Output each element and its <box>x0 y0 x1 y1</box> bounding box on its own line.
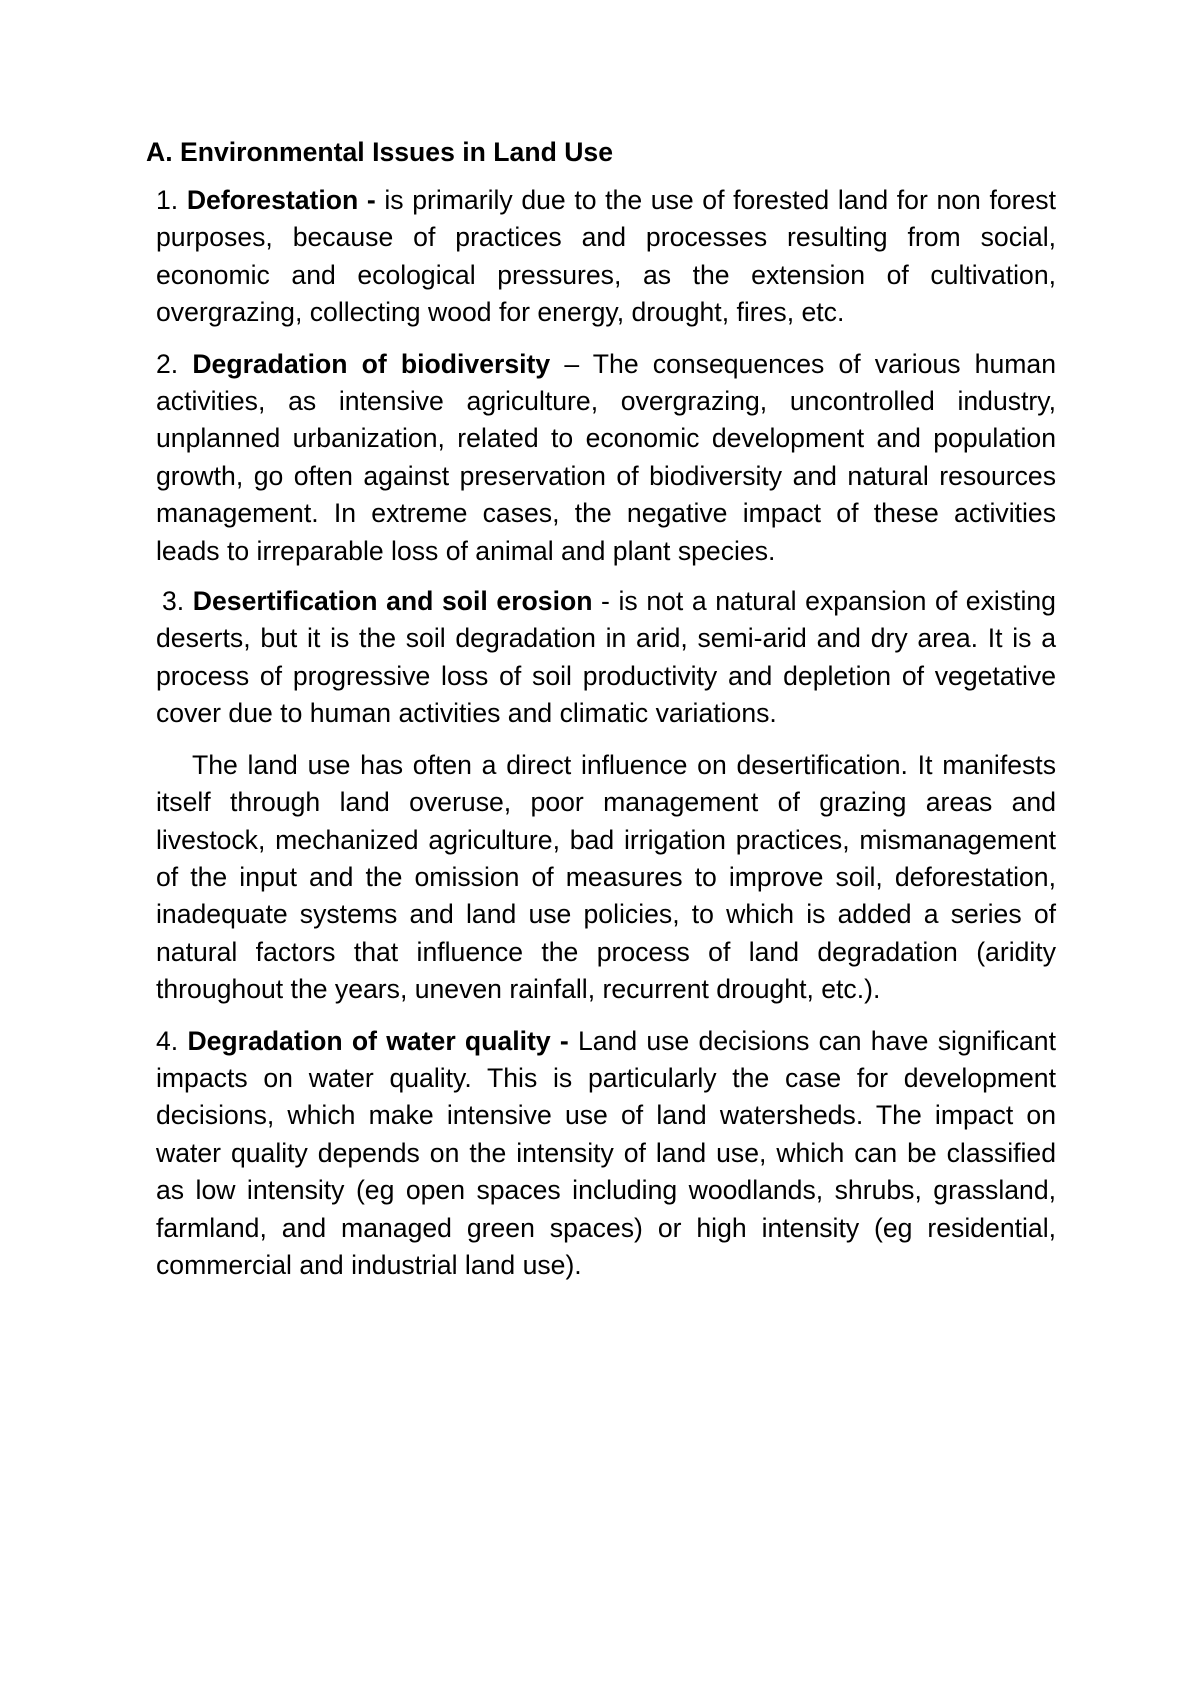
section-number: 2. <box>156 348 193 379</box>
document-body <box>146 134 1056 1298</box>
section-body: - is not a natural expansion of existing deserts, but it is the soil degradation in arid, semi-arid and dry area. It is a process of progressive loss of soil productivity and depletion of vegetative cover due to human activities and climatic variations. <box>156 586 1056 729</box>
section-deforestation <box>156 182 1056 332</box>
section-water-quality <box>156 1023 1056 1285</box>
section-body: – The consequences of various human activities, as intensive agriculture, overgrazing, uncontrolled industry, unplanned urbanization, related to economic development and population growth, go often against preservation of biodiversity and natural resources management. In extreme cases, the negative impact of these activities leads to irreparable loss of animal and plant species. <box>156 348 1056 566</box>
section-heading: Degradation of biodiversity <box>192 348 551 379</box>
desertification-land-use-paragraph: The land use has often a direct influence on desertification. It manifests itself through land overuse, poor management of grazing areas and livestock, mechanized agriculture, bad irrigation practices, mismanagement of the input and the omission of measures to improve soil, deforestation, inadequate systems and land use policies, to which is added a series of natural factors that influence the process of land degradation (aridity throughout the years, uneven rainfall, recurrent drought, etc.). <box>156 749 1056 1005</box>
section-biodiversity <box>156 346 1056 570</box>
section-number: 4. <box>156 1025 188 1056</box>
section-body: Land use decisions can have significant impacts on water quality. This is particularly the case for development decisions, which make intensive use of land watersheds. The impact on water quality depends on the intensity of land use, which can be classified as low intensity (eg open spaces including woodlands, shrubs, grassland, farmland, and managed green spaces) or high intensity (eg residential, commercial and industrial land use). <box>156 1025 1056 1280</box>
section-body: is primarily due to the use of forested land for non forest purposes, because of practices and processes resulting from social, economic and ecological pressures, as the extension of cultivation, overgrazing, collecting wood for energy, drought, fires, etc. <box>156 185 1056 328</box>
page-title: A. Environmental Issues in Land Use <box>146 137 613 167</box>
section-number: 3. <box>162 586 193 617</box>
section-heading: Desertification and soil erosion <box>192 586 593 617</box>
section-number: 1. <box>156 185 187 215</box>
section-heading: Degradation of water quality - <box>187 1025 569 1056</box>
section-heading: Deforestation - <box>186 185 376 215</box>
section-desertification <box>156 583 1056 733</box>
